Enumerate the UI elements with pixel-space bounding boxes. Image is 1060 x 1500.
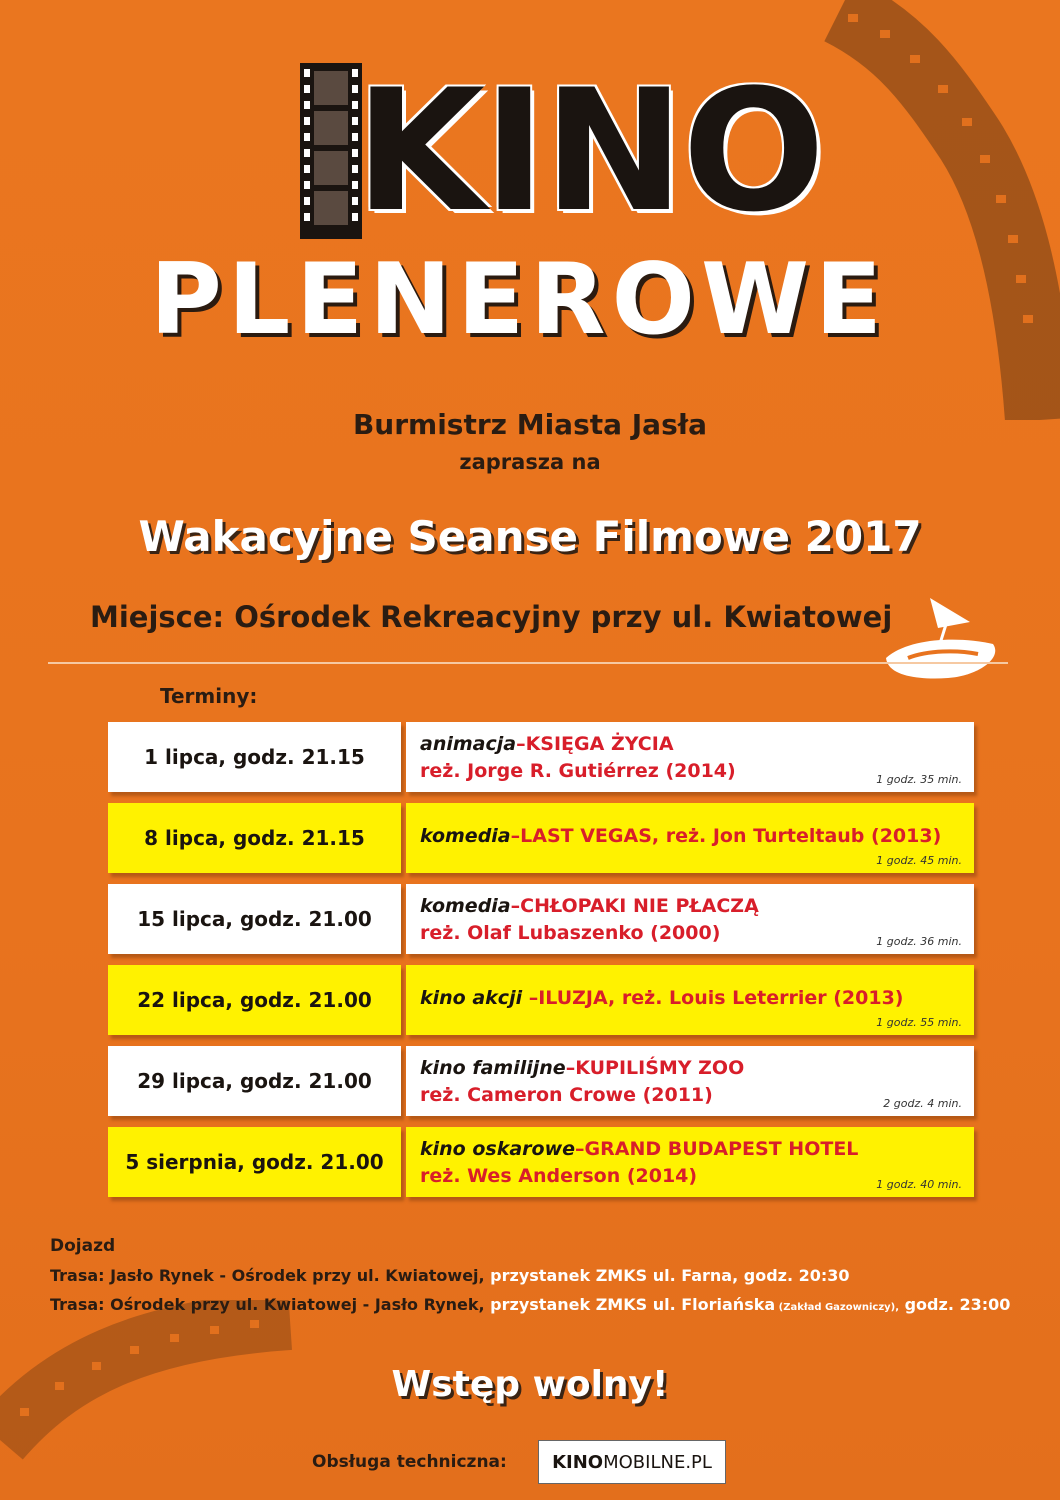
schedule-film	[406, 722, 974, 792]
title-kino	[300, 53, 824, 249]
host-text: Burmistrz Miasta Jasła	[352, 408, 708, 441]
route-2-path: Trasa: Ośrodek przy ul. Kwiatowej - Jasło Rynek,	[50, 1295, 485, 1314]
schedule-date: 8 lipca, godz. 21.15	[108, 803, 401, 873]
schedule-date: 1 lipca, godz. 21.15	[108, 722, 401, 792]
film-dash: –	[516, 733, 526, 755]
film-duration: 1 godz. 55 min.	[876, 1016, 962, 1029]
divider	[48, 662, 1008, 664]
title-kino-text: KINO	[355, 53, 824, 249]
schedule-row	[108, 1046, 974, 1116]
invite-text: zaprasza na	[459, 450, 601, 474]
film-duration: 1 godz. 40 min.	[876, 1178, 962, 1191]
film-duration: 1 godz. 36 min.	[876, 935, 962, 948]
logo-rest-text: MOBILNE.PL	[603, 1451, 712, 1473]
schedule-row	[108, 884, 974, 954]
schedule-film	[406, 965, 974, 1035]
schedule-row	[108, 965, 974, 1035]
logo-bold-text: KINO	[552, 1451, 604, 1473]
film-dash: –	[510, 825, 521, 847]
film-strip-top-right-icon	[820, 0, 1060, 420]
kinomobilne-logo	[538, 1440, 726, 1484]
free-entry: Wstęp wolny!	[391, 1364, 669, 1405]
event-title: Wakacyjne Seanse Filmowe 2017	[138, 512, 922, 561]
venue-text: Miejsce: Ośrodek Rekreacyjny przy ul. Kwiatowej	[90, 600, 893, 634]
film-director: reż. Wes Anderson (2014)	[420, 1165, 698, 1187]
film-genre: animacja	[420, 733, 517, 755]
route-2-time: godz. 23:00	[899, 1295, 1011, 1314]
schedule-row	[108, 803, 974, 873]
route-1-path: Trasa: Jasło Rynek - Ośrodek przy ul. Kwiatowej,	[50, 1266, 485, 1285]
film-dash: –	[510, 895, 521, 917]
film-director: reż. Cameron Crowe (2011)	[420, 1084, 713, 1106]
film-title: CHŁOPAKI NIE PŁACZĄ	[520, 895, 759, 917]
film-director: reż. Jorge R. Gutiérrez (2014)	[420, 760, 736, 782]
title-plenerowe: PLENEROWE	[150, 243, 888, 357]
film-duration: 1 godz. 45 min.	[876, 854, 962, 867]
tech-label: Obsługa techniczna:	[312, 1452, 507, 1472]
film-dash: –	[575, 1138, 585, 1160]
route-2-stop: przystanek ZMKS ul. Floriańska	[484, 1295, 776, 1314]
route-line-1	[50, 1266, 850, 1285]
terms-label: Terminy:	[160, 684, 258, 708]
film-dash: –	[565, 1057, 576, 1079]
schedule-row	[108, 1127, 974, 1197]
film-title: LAST VEGAS, reż. Jon Turteltaub (2013)	[520, 825, 942, 847]
schedule-film	[406, 1046, 974, 1116]
schedule-row	[108, 722, 974, 792]
schedule-date: 15 lipca, godz. 21.00	[108, 884, 401, 954]
beach-umbrella-icon	[878, 588, 1008, 688]
film-title: ILUZJA, reż. Louis Leterrier (2013)	[538, 987, 904, 1009]
film-duration: 1 godz. 35 min.	[876, 773, 962, 786]
schedule-date: 22 lipca, godz. 21.00	[108, 965, 401, 1035]
film-dash: –	[522, 987, 539, 1009]
schedule-date: 29 lipca, godz. 21.00	[108, 1046, 401, 1116]
route-1-stop: przystanek ZMKS ul. Farna, godz. 20:30	[484, 1266, 850, 1285]
film-title: KSIĘGA ŻYCIA	[525, 733, 674, 755]
film-director: reż. Olaf Lubaszenko (2000)	[420, 922, 721, 944]
schedule-film	[406, 803, 974, 873]
film-duration: 2 godz. 4 min.	[883, 1097, 962, 1110]
transport-label: Dojazd	[50, 1236, 116, 1256]
film-title: KUPILIŚMY ZOO	[575, 1057, 745, 1079]
film-genre: kino akcji	[420, 987, 523, 1009]
schedule-date: 5 sierpnia, godz. 21.00	[108, 1127, 401, 1197]
schedule-film	[406, 1127, 974, 1197]
film-genre: komedia	[420, 895, 511, 917]
schedule-film	[406, 884, 974, 954]
film-title: GRAND BUDAPEST HOTEL	[584, 1138, 859, 1160]
film-genre: kino oskarowe	[420, 1138, 576, 1160]
film-genre: komedia	[420, 825, 511, 847]
film-genre: kino familijne	[420, 1057, 566, 1079]
route-2-note: (Zakład Gazowniczy),	[775, 1302, 900, 1313]
film-strip-letter-icon	[300, 63, 362, 239]
route-line-2	[50, 1295, 1010, 1314]
